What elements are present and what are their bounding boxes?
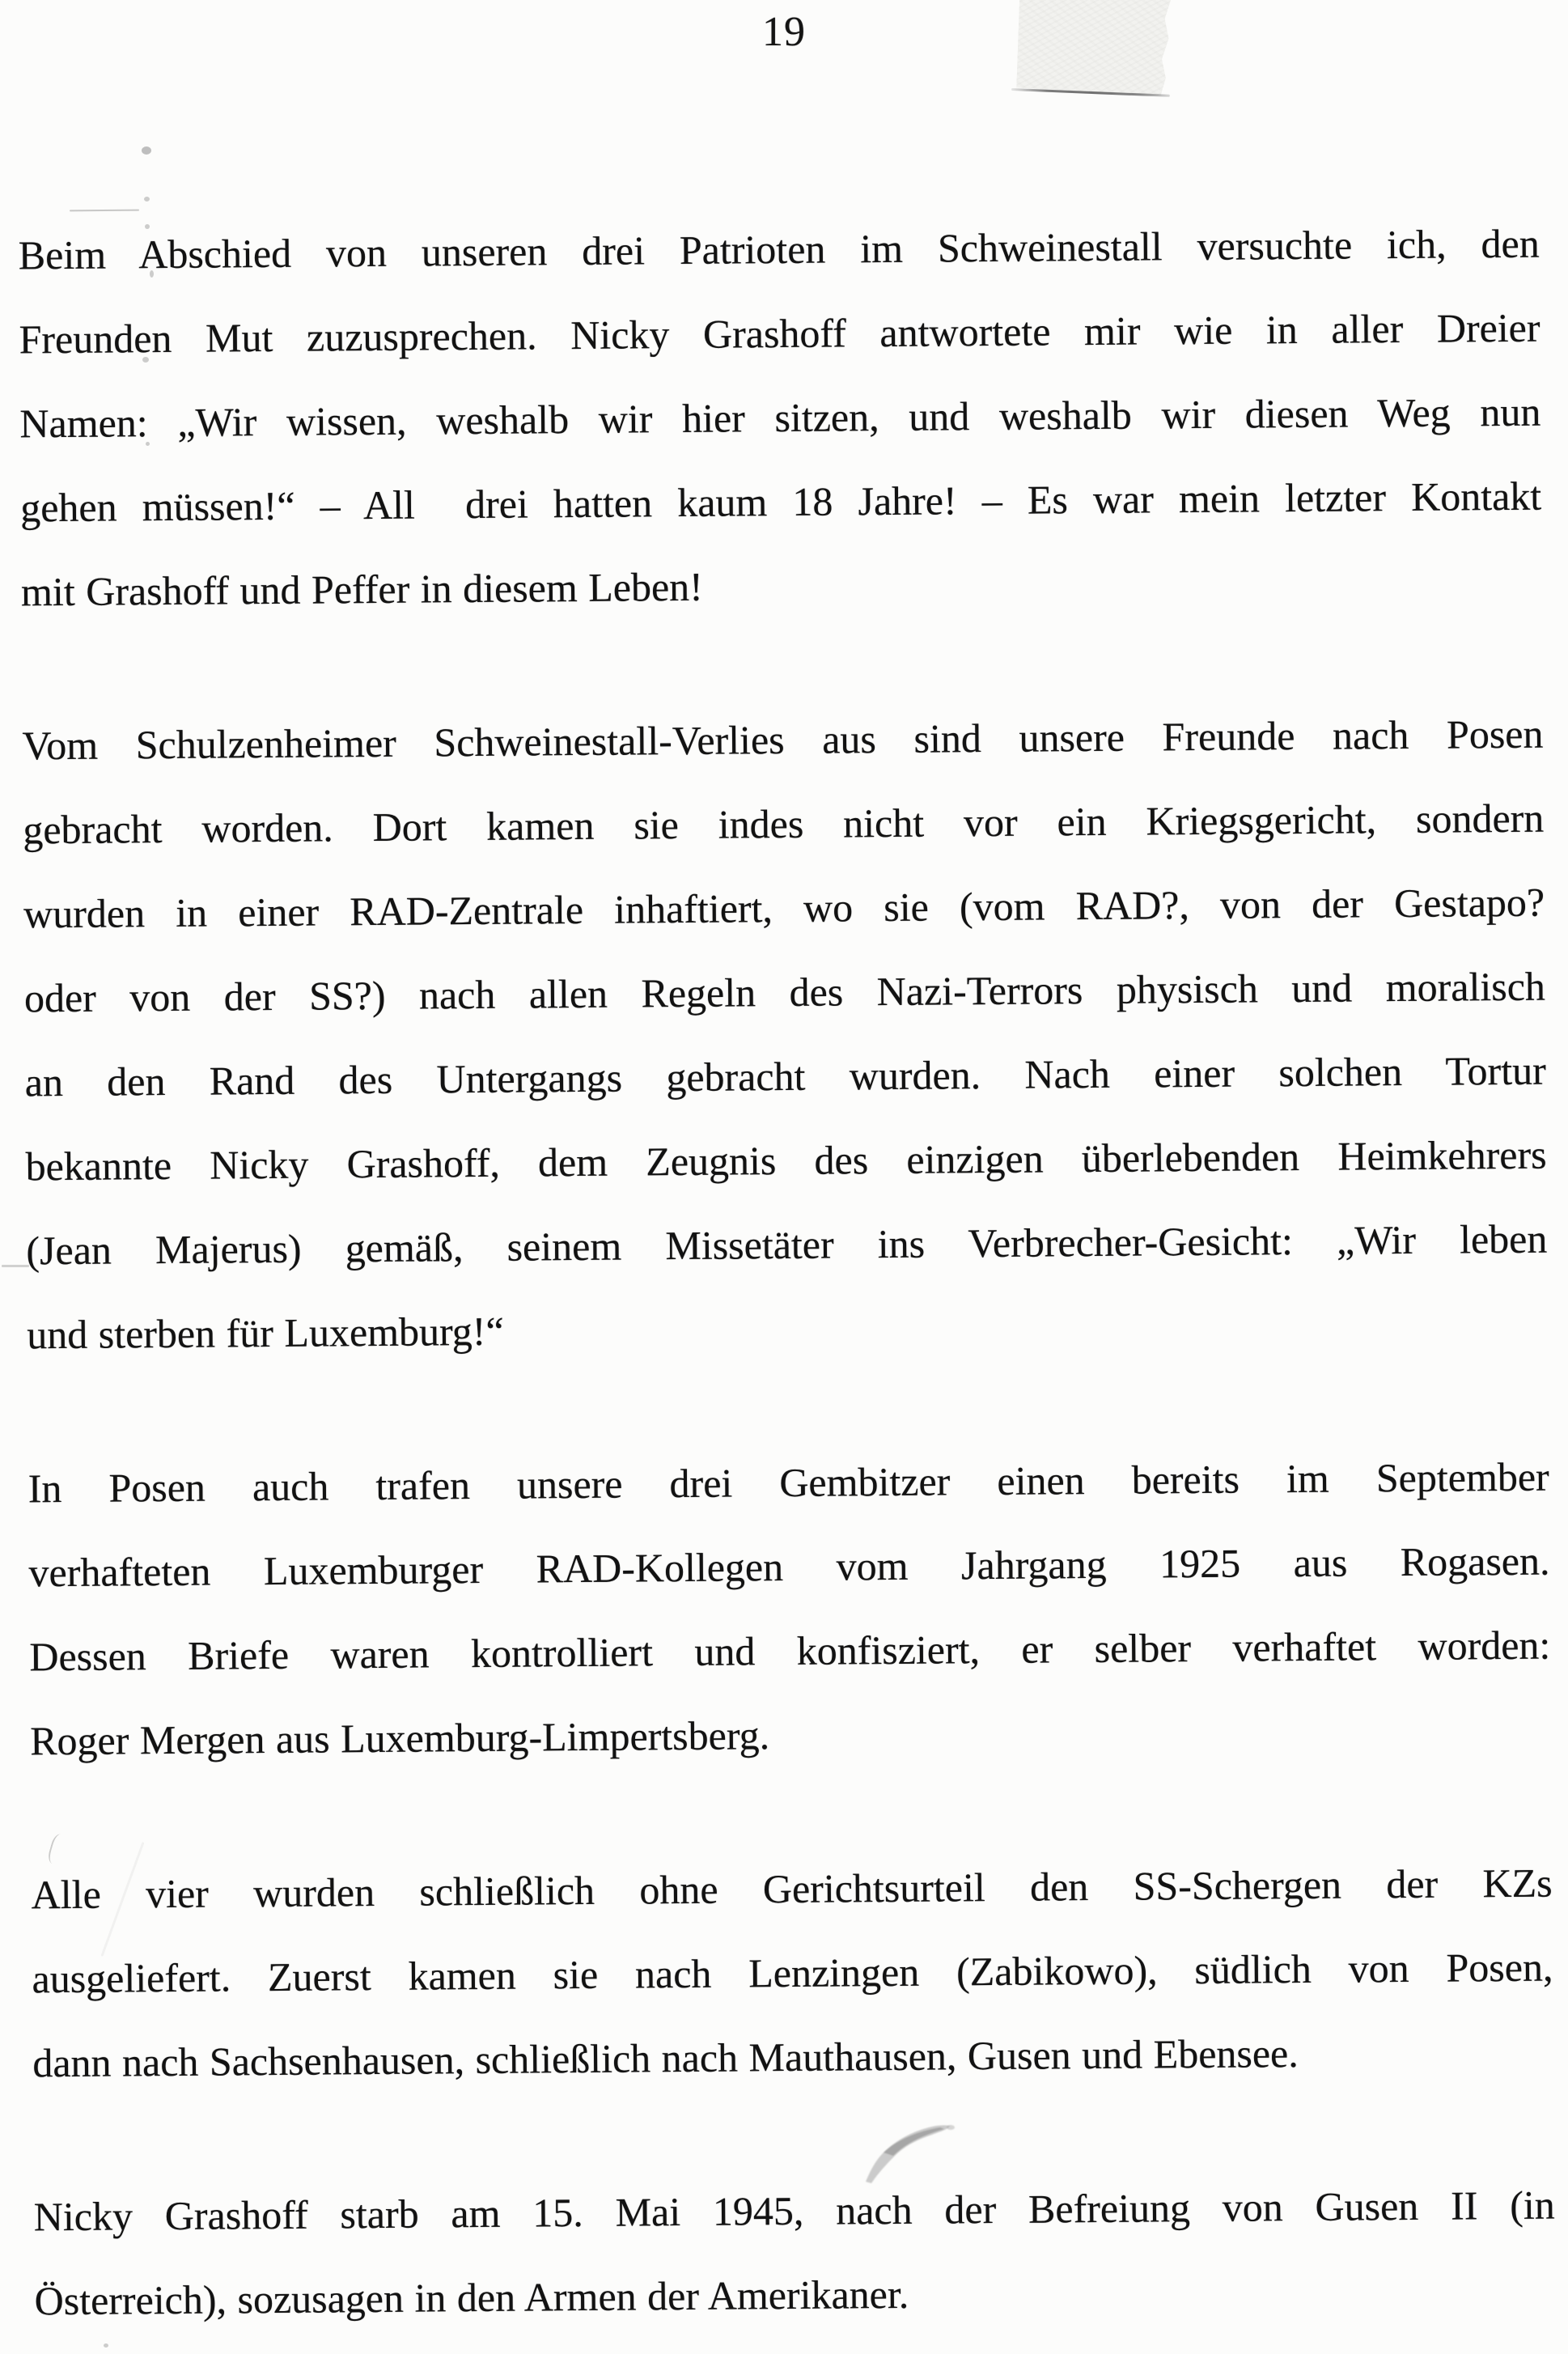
speck-artifact xyxy=(142,146,151,155)
text-line: und sterben für Luxemburg!“ xyxy=(27,1308,504,1358)
text-line: Vom Schulzenheimer Schweinestall-Verlies aus sind unsere Freunde nach Posen xyxy=(22,710,1544,769)
document-body xyxy=(18,201,1556,2354)
text-line: oder von der SS?) nach allen Regeln des Nazi-Terrors physisch und moralisch xyxy=(23,963,1546,1021)
text-line: mit Grashoff und Peffer in diesem Leben! xyxy=(20,563,704,615)
text-line: Roger Mergen aus Luxemburg-Limpertsberg. xyxy=(29,1712,770,1764)
paragraph xyxy=(18,201,1542,634)
text-line: Österreich), sozusagen in den Armen der Amerikaner. xyxy=(34,2271,909,2324)
hairline-artifact xyxy=(70,210,139,212)
paragraph xyxy=(33,2163,1556,2343)
text-line: (Jean Majerus) gemäß, seinem Missetäter ins Verbrecher-Gesicht: „Wir leben xyxy=(26,1215,1548,1274)
page-number: 19 xyxy=(762,9,806,55)
text-line: Alle vier wurden schließlich ohne Gerichtsurteil den SS-Schergen der KZs xyxy=(31,1860,1553,1918)
text-line: wurden in einer RAD-Zentrale inhaftiert, wo sie (vom RAD?, von der Gestapo? xyxy=(23,879,1545,937)
text-line: Dessen Briefe waren kontrolliert und konfisziert, er selber verhaftet worden: xyxy=(29,1622,1551,1680)
text-line: Nicky Grashoff starb am 15. Mai 1945, nach der Befreiung von Gusen II (in xyxy=(33,2182,1555,2240)
text-line: In Posen auch trafen unsere drei Gembitzer einen bereits im September xyxy=(28,1453,1549,1512)
text-line: gehen müssen!“ – All drei hatten kaum 18 Jahre! – Es war mein letzter Kontakt xyxy=(19,473,1542,531)
text-line: Namen: „Wir wissen, weshalb wir hier sitzen, und weshalb wir diesen Weg nun xyxy=(19,388,1541,447)
text-line: bekannte Nicky Grashoff, dem Zeugnis des einzigen überlebenden Heimkehrers xyxy=(25,1131,1547,1190)
paragraph xyxy=(28,1435,1551,1784)
text-line: verhafteten Luxemburger RAD-Kollegen vom Jahrgang 1925 aus Rogasen. xyxy=(28,1538,1550,1596)
text-line: Freunden Mut zuzusprechen. Nicky Grashoff antwortete mir wie in aller Dreier xyxy=(19,304,1540,363)
text-line: ausgeliefert. Zuerst kamen sie nach Lenzingen (Zabikowo), südlich von Posen, xyxy=(32,1944,1553,2002)
hairline-artifact xyxy=(2,1265,29,1267)
text-line: gebracht worden. Dort kamen sie indes nicht vor ein Kriegsgericht, sondern xyxy=(23,795,1545,853)
speck-artifact xyxy=(144,197,150,201)
paragraph xyxy=(31,1841,1553,2106)
paragraph xyxy=(22,692,1548,1377)
paper-patch-artifact xyxy=(1016,0,1172,96)
text-line: an den Rand des Untergangs gebracht wurden. Nach einer solchen Tortur xyxy=(24,1047,1546,1105)
text-line: dann nach Sachsenhausen, schließlich nach Mauthausen, Gusen und Ebensee. xyxy=(32,2030,1299,2086)
text-line: Beim Abschied von unseren drei Patrioten im Schweinestall versuchte ich, den xyxy=(18,220,1540,278)
